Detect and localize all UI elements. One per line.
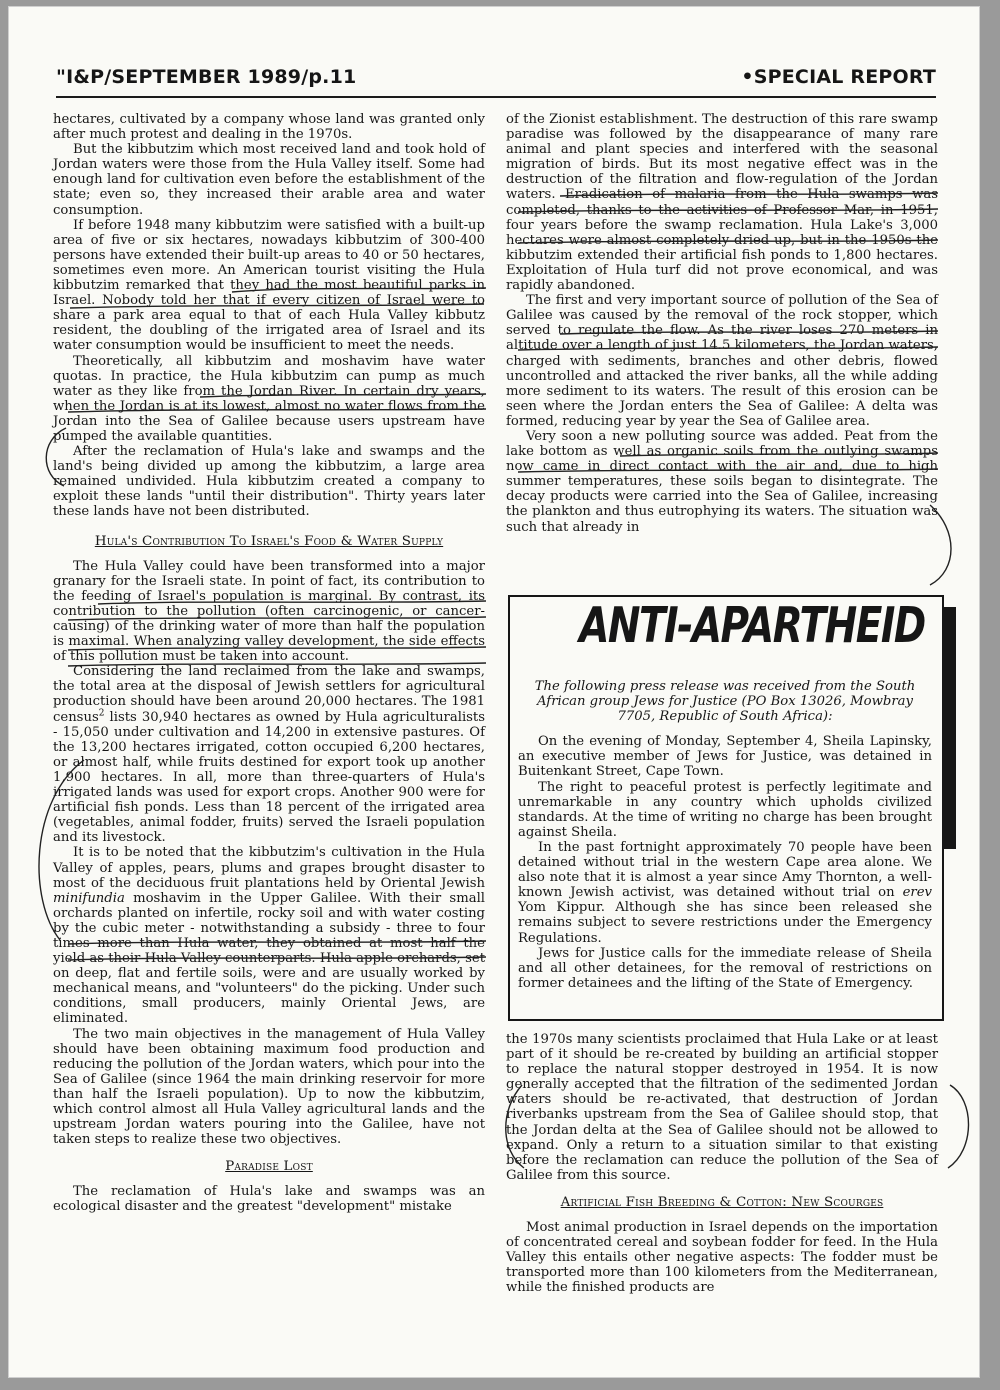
text-run: Yom Kippur. Although she has since been released she remains subject to severe restrictions under the Emergency Regulations. xyxy=(518,900,932,946)
paragraph: The Hula Valley could have been transformed into a major granary for the Israeli state. In point of fact, its contribution to the feeding of Israel's population is marginal. By contrast, its contribution to the pollution (often carcinogenic, or cancer-causing) of the drinking water of more than half the population is maximal. When analyzing valley development, the side effects of this pollution must be taken into account. xyxy=(53,558,485,665)
text-run: In the past fortnight approximately 70 people have been detained without trial in the western Cape area alone. We also note that it is almost a year since Amy Thornton, a well-known Jewish activist, was detained without trial on xyxy=(518,839,932,901)
text-run: moshavim in the Upper Galilee. With their small orchards planted on infertile, rocky soil and with water costing by the cubic meter - notwithstanding a subsidy - three to four times more than Hula water, they obtained at most half the yield as their Hula Valley counterparts. Hula apple orchards, set on deep, flat and fertile soils, were and are usually worked by mechanical means, and "volunteers" do the picking. Under such conditions, small producers, mainly Oriental Jews, are eliminated. xyxy=(53,890,485,1027)
text-run: lists 30,940 hectares as owned by Hula agriculturalists - 15,050 under cultivation and 14,200 in extensive pastures. Of the 13,200 hectares irrigated, cotton occupied 6,200 hectares, or almost half, while fruits destined for export took up another 1,900 hectares. In all, more than three-quarters of Hula's irrigated lands was used for export crops. Another 900 were for artificial fish ponds. Less than 18 percent of the irrigated area (vegetables, animal fodder, fruits) served the Israeli population and its livestock. xyxy=(53,709,485,846)
paragraph: Jews for Justice calls for the immediate release of Sheila and all other detainees, for the removal of restrictions on former detainees and the lifting of the State of Emergency. xyxy=(518,945,932,991)
paragraph: The two main objectives in the management of Hula Valley should have been obtaining maximum food production and reducing the pollution of the Jordan waters, which pour into the Sea of Galilee (since 1964 the main drinking reservoir for more than half the Israeli population). Up to now the kibbutzim, which control almost all Hula Valley agricultural lands and the upstream Jordan waters pouring into the Galilee, have not taken steps to realize these two objectives. xyxy=(53,1026,485,1148)
issue-line: "I&P/SEPTEMBER 1989/p.11 xyxy=(56,66,357,88)
section-label: •SPECIAL REPORT xyxy=(741,66,936,88)
paragraph xyxy=(53,845,485,1026)
paragraph: If before 1948 many kibbutzim were satisfied with a built-up area of five or six hectares, nowadays kibbutzim of 300-400 persons have extended their built-up areas to 40 or 50 hectares, sometimes even more. An American tourist visiting the Hula kibbutzim remarked that they had the most beautiful parks in Israel. Nobody told her that if every citizen of Israel were to share a park area equal to that of each Hula Valley kibbutz resident, the doubling of the irrigated area of Israel and its water consumption would be insufficient to meet the needs. xyxy=(53,217,485,354)
paragraph: On the evening of Monday, September 4, Sheila Lapinsky, an executive member of Jews for Justice, was detained in Buitenkant Street, Cape Town. xyxy=(518,734,932,780)
emphasis: erev xyxy=(902,885,932,901)
emphasis: minifundia xyxy=(53,890,125,906)
footnote-marker: 2 xyxy=(98,708,105,719)
paragraph: Theoretically, all kibbutzim and moshavim have water quotas. In practice, the Hula kibbutzim can pump as much water as they like from the Jordan River. In certain dry years, when the Jordan is at its lowest, almost no water flows from the Jordan into the Sea of Galilee because users upstream have pumped the available quantities. xyxy=(53,353,485,444)
box-body xyxy=(518,679,932,991)
paragraph: the 1970s many scientists proclaimed that Hula Lake or at least part of it should be re-created by building an artificial stopper to replace the natural stopper destroyed in 1954. It is now generally accepted that the filtration of the sedimented Jordan waters should be re-activated, that destruction of Jordan riverbanks upstream from the Sea of Galilee should stop, that the Jordan delta at the Sea of Galilee should not be allowed to expand. Only a return to a situation similar to that existing before the reclamation can reduce the pollution of the Sea of Galilee from this source. xyxy=(506,1032,938,1183)
paragraph xyxy=(53,664,485,845)
paragraph: of the Zionist establishment. The destruction of this rare swamp paradise was followed by the disappearance of many rare animal and plant species and interfered with the seasonal migration of birds. But its most negative effect was in the destruction of the filtration and flow-regulation of the Jordan waters. Eradication of malaria from the Hula swamps was completed, thanks to the activities of Professor Mar, in 1951, four years before the swamp reclamation. Hula Lake's 3,000 hectares were almost completely dried up, but in the 1950s the kibbutzim extended their artificial fish ponds to 1,800 hectares. Exploitation of Hula turf did not prove economical, and was rapidly abandoned. xyxy=(506,112,938,294)
page-header xyxy=(56,62,936,98)
paragraph: After the reclamation of Hula's lake and swamps and the land's being divided up among the kibbutzim, a large area remained undivided. Hula kibbutzim created a company to exploit these lands "until their distribution". Thirty years later these lands have not been distributed. xyxy=(53,444,485,520)
right-column-bottom xyxy=(506,1032,938,1296)
text-run: Considering the land reclaimed from the lake and swamps, the total area at the disposal of Jewish settlers for agricultural production should have been around 20,000 hectares. The 1981 census xyxy=(53,664,485,725)
subheading: Artificial Fish Breeding & Cotton: New Scourges xyxy=(560,1194,884,1210)
paragraph: But the kibbutzim which most received land and took hold of Jordan waters were those from the Hula Valley itself. Some had enough land for cultivation even before the establishment of the state; even so, they increased their arable area and water consumption. xyxy=(53,142,485,218)
left-column xyxy=(53,112,485,1215)
paragraph: The right to peaceful protest is perfectly legitimate and unremarkable in any country which upholds civilized standards. At the time of writing no charge has been brought against Sheila. xyxy=(518,779,932,840)
box-title: ANTI-APARTHEID xyxy=(579,598,925,655)
box-intro: The following press release was received from the South African group Jews for Justice (PO Box 13026, Mowbray 7705, Republic of South Africa): xyxy=(534,679,916,725)
paragraph: Very soon a new polluting source was added. Peat from the lake bottom as well as organic soils from the outlying swamps now came in direct contact with the air and, due to high summer temperatures, these soils began to disintegrate. The decay products were carried into the Sea of Galilee, increasing the plankton and thus eutrophying its waters. The situation was such that already in xyxy=(506,428,938,535)
box-shadow xyxy=(944,607,956,849)
paragraph: The first and very important source of pollution of the Sea of Galilee was caused by the removal of the rock stopper, which served to regulate the flow. As the river loses 270 meters in altitude over a length of just 14.5 kilometers, the Jordan waters, charged with sediments, branches and other debris, flowed uncontrolled and attacked the river banks, all the while adding more sediment to its waters. The result of this erosion can be seen where the Jordan enters the Sea of Galilee: A delta was formed, reducing year by year the Sea of Galilee area. xyxy=(506,293,938,429)
paragraph: Most animal production in Israel depends on the importation of concentrated cereal and soybean fodder for feed. In the Hula Valley this entails other negative aspects: The fodder must be transported more than 100 kilometers from the Mediterranean, while the finished products are xyxy=(506,1220,938,1296)
anti-apartheid-box xyxy=(508,595,944,1021)
text-run: It is to be noted that the kibbutzim's cultivation in the Hula Valley of apples, pears, plums and grapes brought disaster to most of the deciduous fruit plantations held by Oriental Jewish xyxy=(53,845,485,891)
paragraph: The reclamation of Hula's lake and swamps was an ecological disaster and the greatest "development" mistake xyxy=(53,1184,485,1215)
paragraph: hectares, cultivated by a company whose land was granted only after much protest and dealing in the 1970s. xyxy=(53,112,485,143)
right-column-top xyxy=(506,112,938,535)
paragraph xyxy=(518,840,932,946)
subheading: Hula's Contribution To Israel's Food & Water Supply xyxy=(94,533,444,549)
subheading: Paradise Lost xyxy=(225,1159,313,1175)
